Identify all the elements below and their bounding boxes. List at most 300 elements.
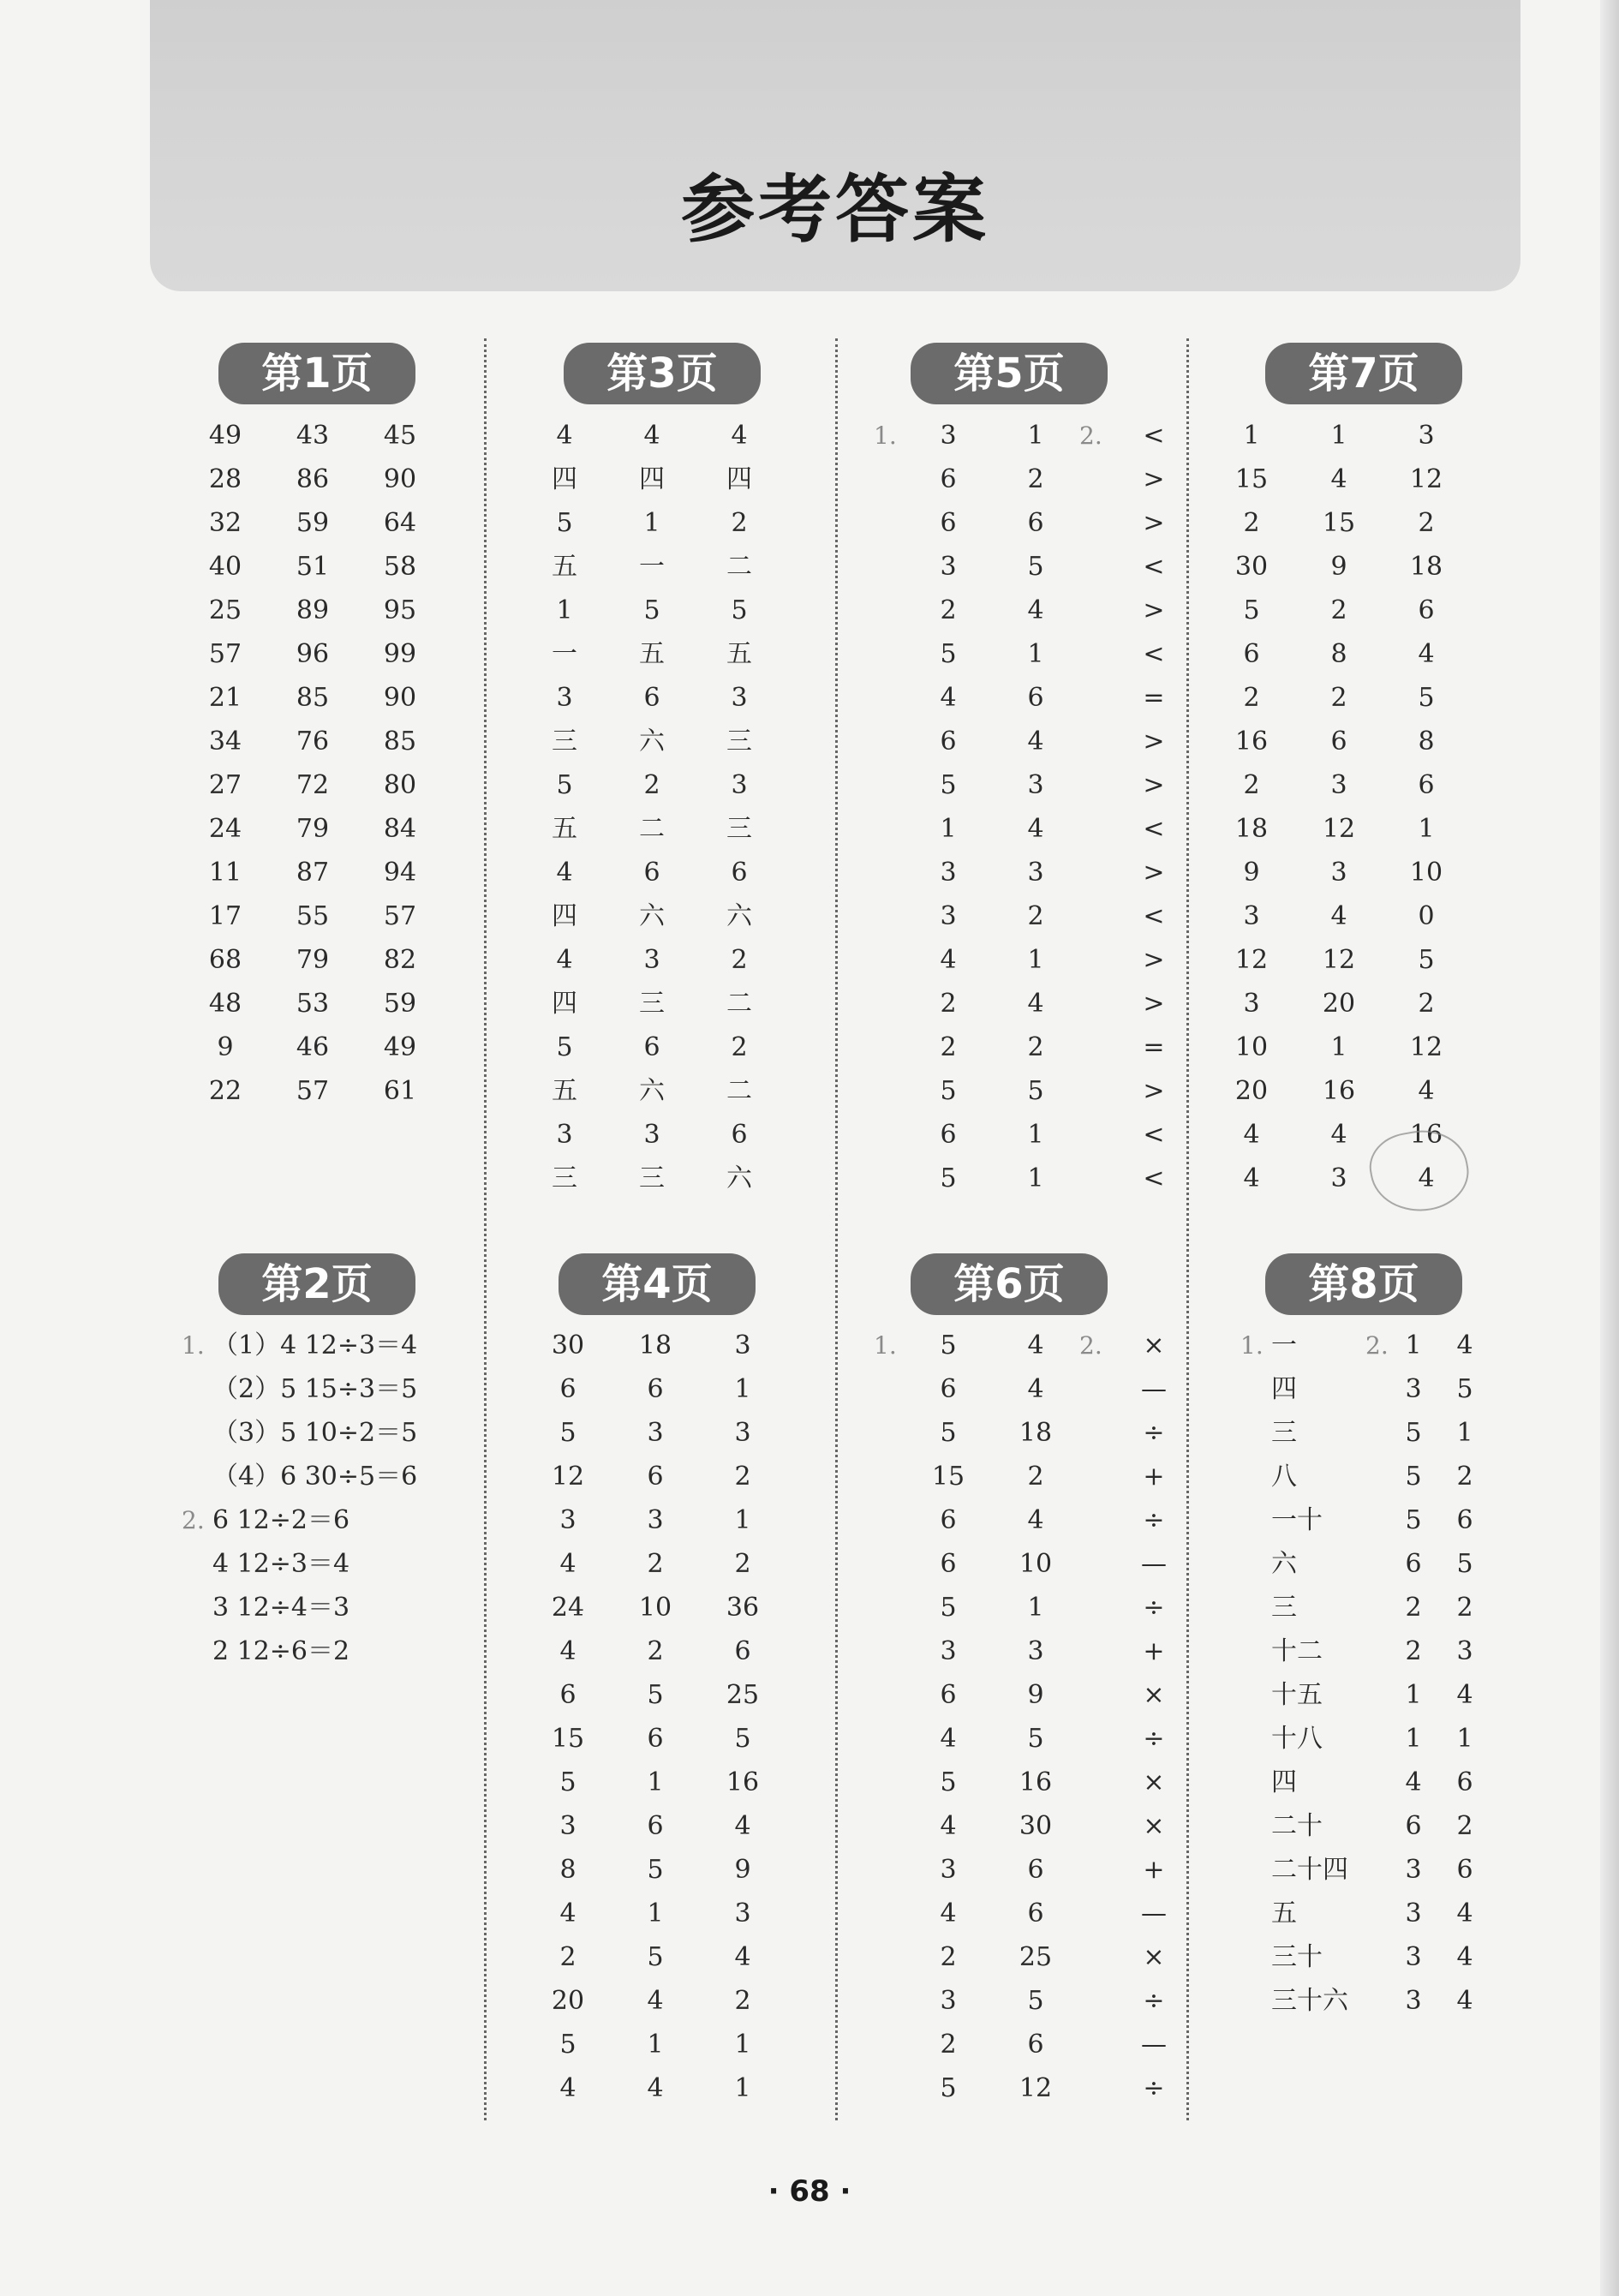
answer-cell: × xyxy=(1143,1942,1165,1972)
answer-cell: 6 xyxy=(647,1724,664,1754)
answer-cell: 6 xyxy=(1027,1898,1044,1928)
answer-line xyxy=(182,1542,417,1586)
answer-line xyxy=(182,1629,417,1673)
answer-cell: 18 xyxy=(1234,814,1269,844)
answer-cell: 十五 xyxy=(1271,1680,1323,1710)
answer-cell: < xyxy=(1143,1163,1165,1193)
answer-row xyxy=(1240,1979,1499,2023)
answer-row xyxy=(874,414,1198,457)
question-label: 2. xyxy=(1365,1331,1389,1360)
answer-row xyxy=(521,676,783,720)
answer-cell: 2 xyxy=(1418,989,1435,1019)
answer-cell: 三 xyxy=(726,726,752,756)
answer-cell xyxy=(874,1717,905,1761)
answer-cell: 27 xyxy=(208,770,242,800)
answer-cell: 1 xyxy=(1405,1330,1422,1360)
answer-cell xyxy=(1240,1411,1271,1455)
answer-cell: 5 xyxy=(1456,1549,1473,1579)
answer-cell: 49 xyxy=(383,1032,417,1062)
answer-row xyxy=(1208,457,1470,501)
answer-cell xyxy=(874,1892,905,1935)
answer-row xyxy=(182,676,444,720)
answer-cell: < xyxy=(1143,1120,1165,1150)
answer-cell: 6 xyxy=(731,858,748,888)
answer-row xyxy=(524,1979,786,2023)
answer-cell: 4 xyxy=(1027,1330,1044,1360)
answer-cell: 45 xyxy=(383,421,417,451)
answer-cell: 5 xyxy=(556,508,573,538)
answer-cell: 3 xyxy=(731,770,748,800)
answer-cell: 四 xyxy=(639,464,665,494)
answer-cell: 1 xyxy=(1027,1120,1044,1150)
answer-row xyxy=(524,1586,786,1629)
answer-cell: 3 xyxy=(1405,1942,1422,1972)
answer-row xyxy=(1208,589,1470,632)
answer-cell: 三 xyxy=(726,814,752,844)
answer-cell: 4 xyxy=(1330,464,1347,494)
answer-cell: 1 xyxy=(1456,1418,1473,1448)
answer-cell: 5 xyxy=(734,1724,751,1754)
answers-p2 xyxy=(182,1324,417,1673)
answer-cell: 9 xyxy=(1243,858,1260,888)
answer-row xyxy=(874,982,1198,1025)
answer-cell: 2 xyxy=(731,945,748,975)
answer-cell xyxy=(874,1455,905,1498)
answer-row xyxy=(874,457,1198,501)
answer-cell: 3 xyxy=(1243,901,1260,931)
answer-cell: 12 xyxy=(551,1462,585,1492)
answer-cell: 5 xyxy=(559,1767,577,1797)
answer-cell: 1 xyxy=(1418,814,1435,844)
answer-row xyxy=(182,632,444,676)
answer-row xyxy=(521,414,783,457)
answer-cell: 10 xyxy=(1234,1032,1269,1062)
answer-cell: 0 xyxy=(1418,901,1435,931)
answer-cell: 2 xyxy=(940,2030,957,2060)
answer-cell xyxy=(874,2023,905,2066)
answer-row xyxy=(524,1804,786,1848)
answer-cell: 5 xyxy=(940,639,957,669)
answer-cell xyxy=(1240,1673,1271,1717)
answer-cell: × xyxy=(1143,1811,1165,1841)
answer-cell xyxy=(1365,1629,1396,1673)
answer-cell: 5 xyxy=(940,1767,957,1797)
answer-row xyxy=(524,1324,786,1367)
answer-cell: 4 xyxy=(559,1549,577,1579)
answer-line xyxy=(182,1411,417,1455)
answer-cell xyxy=(874,1673,905,1717)
answer-line xyxy=(182,1367,417,1411)
answer-cell: 3 xyxy=(559,1811,577,1841)
answer-row xyxy=(1208,720,1470,763)
answer-cell: 2 xyxy=(647,1636,664,1666)
answer-cell: 3 xyxy=(1405,1986,1422,2016)
answer-cell: 2 xyxy=(940,989,957,1019)
answer-row xyxy=(521,938,783,982)
answer-cell xyxy=(1079,501,1110,545)
answer-cell: 9 xyxy=(217,1032,234,1062)
answer-cell xyxy=(1240,1498,1271,1542)
answer-cell: 90 xyxy=(383,683,417,713)
answer-cell: 79 xyxy=(296,814,330,844)
answer-cell: 1 xyxy=(1405,1724,1422,1754)
answer-cell: 3 xyxy=(1330,770,1347,800)
answer-cell: 二 xyxy=(726,989,752,1019)
answer-cell: 1 xyxy=(643,508,660,538)
answer-cell: 3 xyxy=(1330,858,1347,888)
answer-cell: 十二 xyxy=(1271,1636,1323,1666)
answer-cell: < xyxy=(1143,421,1165,451)
answer-cell: 16 xyxy=(1234,726,1269,756)
answer-cell: ÷ xyxy=(1143,1505,1165,1535)
answer-row xyxy=(874,501,1198,545)
answer-row xyxy=(521,807,783,851)
answer-row xyxy=(1208,414,1470,457)
answer-cell: × xyxy=(1143,1767,1165,1797)
answer-row xyxy=(874,807,1198,851)
answer-cell: > xyxy=(1143,595,1165,625)
answer-cell xyxy=(874,1935,905,1979)
answer-cell: 10 xyxy=(1019,1549,1053,1579)
answer-text: （3）5 10÷2＝5 xyxy=(212,1418,418,1448)
answer-cell xyxy=(874,1367,905,1411)
answer-row xyxy=(1208,676,1470,720)
question-label: 2. xyxy=(1079,422,1102,450)
answer-cell: 1 xyxy=(940,814,957,844)
answer-cell: 5 xyxy=(559,1418,577,1448)
answer-cell: 5 xyxy=(940,1076,957,1106)
answer-text: 6 12÷2＝6 xyxy=(212,1505,350,1535)
answer-row xyxy=(524,2023,786,2066)
answer-cell: + xyxy=(1143,1636,1165,1666)
answer-cell: 10 xyxy=(1409,858,1443,888)
answer-cell: 8 xyxy=(1330,639,1347,669)
answer-cell: 6 xyxy=(643,858,660,888)
answer-row xyxy=(874,1892,1198,1935)
answer-cell: + xyxy=(1143,1855,1165,1885)
answer-cell xyxy=(1365,1717,1396,1761)
answer-cell: 30 xyxy=(1234,552,1269,582)
answer-cell: 90 xyxy=(383,464,417,494)
answer-cell: 6 xyxy=(1027,1855,1044,1885)
answer-cell: 2 xyxy=(1456,1462,1473,1492)
answer-row xyxy=(524,1892,786,1935)
answer-row xyxy=(874,2023,1198,2066)
answer-cell: 二 xyxy=(726,1076,752,1106)
answer-cell: 6 xyxy=(647,1811,664,1841)
answer-row xyxy=(521,1025,783,1069)
answer-cell: 5 xyxy=(1027,1986,1044,2016)
answer-row xyxy=(1208,763,1470,807)
answer-cell: 5 xyxy=(1418,683,1435,713)
answer-cell: 3 xyxy=(647,1418,664,1448)
answer-cell: 3 xyxy=(734,1330,751,1360)
answer-row xyxy=(182,457,444,501)
answer-cell: < xyxy=(1143,552,1165,582)
answer-cell: 5 xyxy=(1418,945,1435,975)
answer-cell: 76 xyxy=(296,726,330,756)
answer-cell: 57 xyxy=(208,639,242,669)
page-title: 参考答案 xyxy=(681,167,989,253)
answer-cell: 4 xyxy=(1027,1505,1044,1535)
answer-cell xyxy=(1079,632,1110,676)
answer-row xyxy=(874,1761,1198,1804)
answer-cell: 2 xyxy=(731,508,748,538)
answer-cell: 1 xyxy=(1027,421,1044,451)
answer-cell xyxy=(1079,1717,1110,1761)
answer-cell: 五 xyxy=(1271,1898,1297,1928)
answer-cell xyxy=(1240,1979,1271,2023)
answer-cell: 2 xyxy=(1405,1593,1422,1623)
answer-row xyxy=(1240,1629,1499,1673)
answer-cell: 5 xyxy=(940,1163,957,1193)
answer-row xyxy=(524,1629,786,1673)
answer-row xyxy=(1208,501,1470,545)
answer-cell: 4 xyxy=(1418,1163,1435,1193)
answer-cell xyxy=(1240,1935,1271,1979)
answer-cell: 6 xyxy=(940,1505,957,1535)
answer-cell: > xyxy=(1143,945,1165,975)
answer-row xyxy=(874,1848,1198,1892)
answer-row xyxy=(874,632,1198,676)
answer-cell: 4 xyxy=(559,2073,577,2103)
answer-cell xyxy=(1079,1542,1110,1586)
answer-cell: 6 xyxy=(1027,2030,1044,2060)
section-label-p8: 第8页 xyxy=(1265,1253,1462,1315)
answer-cell: 12 xyxy=(1234,945,1269,975)
answer-cell: 6 xyxy=(1405,1549,1422,1579)
answer-cell: 3 xyxy=(940,901,957,931)
answer-cell xyxy=(1240,1804,1271,1848)
answer-row xyxy=(182,851,444,894)
answer-cell: 20 xyxy=(1234,1076,1269,1106)
answer-cell: 18 xyxy=(1409,552,1443,582)
answer-cell: 4 xyxy=(559,1636,577,1666)
answer-cell: 4 xyxy=(1405,1767,1422,1797)
answer-row xyxy=(1240,1455,1499,1498)
answer-cell: 8 xyxy=(1418,726,1435,756)
answer-line xyxy=(182,1455,417,1498)
answer-row xyxy=(521,1113,783,1157)
answer-cell: 六 xyxy=(726,901,752,931)
answer-row xyxy=(1240,1892,1499,1935)
answer-cell xyxy=(1240,1892,1271,1935)
answer-cell: 4 xyxy=(1330,1120,1347,1150)
answer-cell xyxy=(874,1498,905,1542)
answer-row xyxy=(874,1025,1198,1069)
answer-cell xyxy=(1079,1761,1110,1804)
answer-row xyxy=(521,501,783,545)
answer-row xyxy=(1208,1025,1470,1069)
answer-cell xyxy=(1365,1498,1396,1542)
answer-cell: 2 xyxy=(734,1986,751,2016)
answer-cell xyxy=(1079,1979,1110,2023)
answer-cell: = xyxy=(1143,1032,1165,1062)
answer-cell xyxy=(1365,1761,1396,1804)
answer-cell: 2 xyxy=(1243,683,1260,713)
header-band xyxy=(150,0,1520,291)
answer-cell: > xyxy=(1143,770,1165,800)
answer-cell: 15 xyxy=(1322,508,1356,538)
answer-cell xyxy=(874,545,905,589)
answer-cell: 八 xyxy=(1271,1462,1297,1492)
answer-cell xyxy=(874,1804,905,1848)
answer-cell: 12 xyxy=(1322,945,1356,975)
answer-cell: 6 xyxy=(559,1374,577,1404)
answer-cell: 95 xyxy=(383,595,417,625)
answer-cell: 40 xyxy=(208,552,242,582)
answer-cell: 一 xyxy=(639,552,665,582)
answer-cell: 5 xyxy=(643,595,660,625)
answer-cell: 5 xyxy=(731,595,748,625)
answer-row xyxy=(874,2066,1198,2110)
answer-cell: 1 xyxy=(734,1374,751,1404)
answer-cell xyxy=(1365,1673,1396,1717)
answer-cell: 4 xyxy=(643,421,660,451)
answer-cell: 3 xyxy=(940,421,957,451)
answer-cell: 一十 xyxy=(1271,1505,1323,1535)
answer-cell: 2 xyxy=(647,1549,664,1579)
answer-cell: 21 xyxy=(208,683,242,713)
answer-cell: 二十 xyxy=(1271,1811,1323,1841)
answer-row xyxy=(1240,1717,1499,1761)
answer-cell xyxy=(874,807,905,851)
answer-cell xyxy=(1365,1586,1396,1629)
answer-cell: 5 xyxy=(556,1032,573,1062)
answer-cell xyxy=(1079,545,1110,589)
answer-cell: 三 xyxy=(1271,1418,1297,1448)
answer-line xyxy=(182,1324,417,1367)
answer-cell: 2 xyxy=(1243,770,1260,800)
answer-row xyxy=(182,545,444,589)
answer-cell xyxy=(1079,1367,1110,1411)
answer-row xyxy=(182,501,444,545)
answer-cell: 十八 xyxy=(1271,1724,1323,1754)
answer-cell: 六 xyxy=(639,726,665,756)
answer-row xyxy=(182,414,444,457)
answers-p8 xyxy=(1240,1324,1499,2023)
answer-cell: 4 xyxy=(940,945,957,975)
answer-row xyxy=(182,894,444,938)
answer-cell: 25 xyxy=(726,1680,760,1710)
answer-cell: 2 xyxy=(731,1032,748,1062)
answer-row xyxy=(874,1411,1198,1455)
answer-row xyxy=(1240,1586,1499,1629)
answer-cell: 20 xyxy=(551,1986,585,2016)
answer-cell xyxy=(874,1157,905,1200)
answer-cell xyxy=(874,1979,905,2023)
answer-cell: 3 xyxy=(734,1418,751,1448)
answer-cell: 4 xyxy=(1027,726,1044,756)
answer-cell: 2 xyxy=(940,1942,957,1972)
answer-cell: 12 xyxy=(1322,814,1356,844)
answer-cell xyxy=(1079,851,1110,894)
answer-row xyxy=(182,763,444,807)
answer-cell xyxy=(874,982,905,1025)
answer-cell: — xyxy=(1141,2030,1167,2060)
answer-row xyxy=(1240,1761,1499,1804)
answer-row xyxy=(874,545,1198,589)
answer-row xyxy=(874,938,1198,982)
answer-row xyxy=(521,1069,783,1113)
answers-p5 xyxy=(874,414,1198,1200)
answer-cell: 3 xyxy=(1405,1855,1422,1885)
answer-cell: 34 xyxy=(208,726,242,756)
answer-cell: 68 xyxy=(208,945,242,975)
answer-cell: > xyxy=(1143,508,1165,538)
answer-cell: 4 xyxy=(1456,1680,1473,1710)
answer-cell: 6 xyxy=(1456,1505,1473,1535)
answer-cell: 1 xyxy=(647,1898,664,1928)
answer-cell: 18 xyxy=(638,1330,672,1360)
answer-row xyxy=(874,1113,1198,1157)
answer-cell: 15 xyxy=(551,1724,585,1754)
answer-cell xyxy=(1079,1673,1110,1717)
answer-cell: 36 xyxy=(726,1593,760,1623)
answer-cell xyxy=(1079,938,1110,982)
answer-cell xyxy=(874,632,905,676)
answer-cell: 4 xyxy=(1027,595,1044,625)
answer-cell: 89 xyxy=(296,595,330,625)
answer-cell xyxy=(1079,589,1110,632)
answer-row xyxy=(874,1455,1198,1498)
answer-cell: 1 xyxy=(1330,1032,1347,1062)
answer-cell: 3 xyxy=(556,1120,573,1150)
answer-row xyxy=(521,894,783,938)
answer-cell: 4 xyxy=(1418,1076,1435,1106)
answer-cell: 1 xyxy=(1456,1724,1473,1754)
answer-cell: 16 xyxy=(1409,1120,1443,1150)
answer-cell: 4 xyxy=(1027,814,1044,844)
answer-row xyxy=(524,1455,786,1498)
answer-cell xyxy=(1079,807,1110,851)
answer-cell: 5 xyxy=(1405,1505,1422,1535)
answer-cell: 4 xyxy=(1456,1942,1473,1972)
answer-cell: 3 xyxy=(1243,989,1260,1019)
answer-cell: 2 xyxy=(1027,1032,1044,1062)
answer-cell xyxy=(1079,720,1110,763)
answer-cell: 9 xyxy=(1027,1680,1044,1710)
question-label: 1. xyxy=(1240,1331,1264,1360)
answer-cell: 四 xyxy=(552,901,577,931)
answer-cell: 6 xyxy=(647,1374,664,1404)
answer-cell: 5 xyxy=(1027,1724,1044,1754)
answer-row xyxy=(521,632,783,676)
answer-cell: ÷ xyxy=(1143,1418,1165,1448)
answer-cell: 4 xyxy=(1418,639,1435,669)
answer-cell: 9 xyxy=(734,1855,751,1885)
answer-cell xyxy=(1079,894,1110,938)
answer-cell xyxy=(1365,1979,1396,2023)
answer-cell: 24 xyxy=(208,814,242,844)
answer-row xyxy=(521,457,783,501)
answer-cell: 85 xyxy=(296,683,330,713)
answer-cell: 五 xyxy=(726,639,752,669)
answer-cell: 5 xyxy=(647,1855,664,1885)
answer-row xyxy=(874,1542,1198,1586)
answer-cell: ÷ xyxy=(1143,2073,1165,2103)
answer-row xyxy=(874,1498,1198,1542)
answer-cell: 55 xyxy=(296,901,330,931)
answer-row xyxy=(1208,632,1470,676)
answer-cell: — xyxy=(1141,1549,1167,1579)
answer-cell: 2 xyxy=(1027,464,1044,494)
answer-cell: 4 xyxy=(940,1898,957,1928)
answer-row xyxy=(874,720,1198,763)
answer-cell: 4 xyxy=(556,945,573,975)
answer-cell: 72 xyxy=(296,770,330,800)
answer-line xyxy=(182,1498,417,1542)
